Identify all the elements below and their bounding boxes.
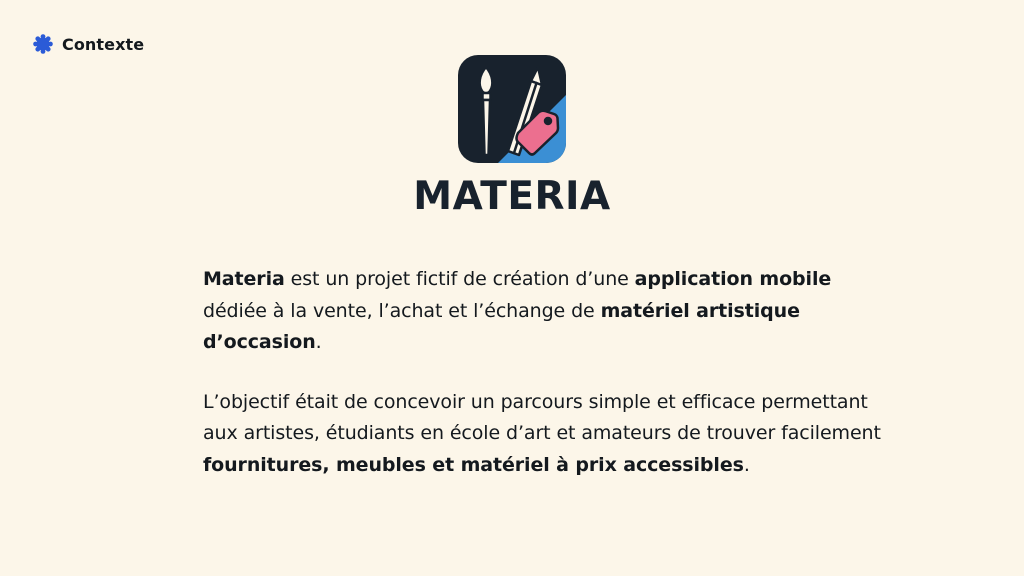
context-description — [203, 264, 893, 509]
paragraph-objective — [203, 387, 893, 482]
body-text: . — [315, 331, 322, 353]
body-text: dédiée à la vente, l’achat et l’échange de — [203, 299, 601, 322]
emphasis-text: matériel artistique d’occasion — [203, 299, 800, 353]
body-text: L’objectif était de concevoir un parcours simple et efficace permettant aux artistes, étudiants en école d’art et amateurs de trouver facilement — [203, 390, 881, 444]
brand-name: MATERIA — [413, 174, 611, 219]
paragraph-intro — [203, 264, 893, 359]
paintbrush-pencil-tag-icon — [458, 55, 566, 163]
section-title: Contexte — [62, 34, 145, 54]
emphasis-text: application mobile — [634, 268, 832, 290]
body-text: est un projet fictif de création d’une — [284, 268, 635, 290]
flower-badge-icon — [33, 34, 53, 54]
body-text: . — [743, 453, 750, 476]
emphasis-text: fournitures, meubles et matériel à prix accessibles — [203, 453, 744, 476]
emphasis-text: Materia — [203, 268, 285, 290]
section-tag — [33, 33, 144, 55]
